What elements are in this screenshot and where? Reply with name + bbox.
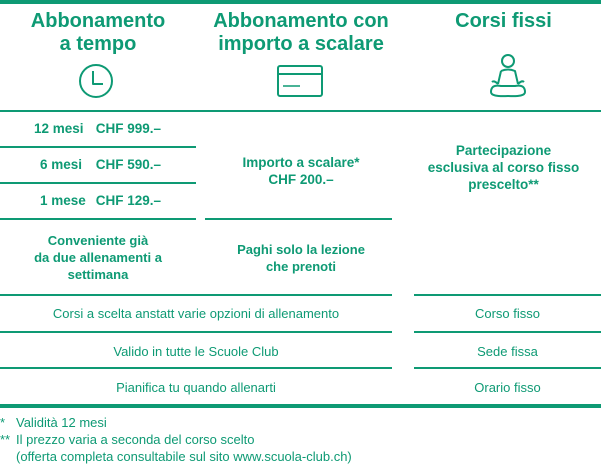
header-fixed-courses [406, 10, 601, 33]
debit-amount [203, 154, 399, 188]
row-divider-shared-2 [0, 331, 392, 333]
price-divider-3 [0, 218, 196, 220]
fixed-desc-line2: esclusiva al corso fisso [427, 160, 580, 175]
row-schedule-fixed: Orario fisso [474, 380, 541, 395]
debit-benefit-line1: Paghi solo la lezione [237, 242, 365, 257]
price-divider-2 [0, 182, 196, 184]
footnote-1-text: Validità 12 mesi [16, 415, 107, 430]
row-divider-shared-1 [0, 294, 392, 296]
meditation-icon [485, 52, 531, 100]
header-divider [0, 110, 601, 112]
price-row-6 [40, 157, 161, 172]
header-debit-line1: Abbonamento con [213, 10, 389, 32]
clock-icon [77, 62, 115, 100]
debit-amount-line1: Importo a scalare* [242, 155, 360, 170]
footnote-2 [0, 431, 254, 448]
fixed-desc-line1: Partecipazione [455, 143, 552, 158]
fixed-desc-line3: prescelto** [468, 177, 539, 192]
footnote-2-mark: ** [0, 432, 11, 447]
price-divider-1 [0, 146, 196, 148]
debit-amount-line2: CHF 200.– [268, 172, 334, 187]
bottom-border [0, 404, 601, 408]
debit-benefit [203, 241, 399, 275]
price-1: CHF 129.– [95, 193, 162, 208]
header-fixed-title: Corsi fissi [455, 10, 552, 32]
time-benefit-line1: Conveniente già [47, 233, 149, 248]
footnote-3 [0, 448, 352, 465]
row-location-shared: Valido in tutte le Scuole Club [113, 344, 279, 359]
footnote-2-text: Il prezzo varia a seconda del corso scelto [16, 432, 255, 447]
footnote-3-text: (offerta completa consultabile sul sito www.scuola-club.ch) [16, 449, 352, 464]
time-benefit-line2: da due allenamenti a [34, 250, 162, 265]
row-divider-fixed-2 [414, 331, 601, 333]
header-time-line2: a tempo [59, 33, 137, 55]
row-divider-fixed-3 [414, 367, 601, 369]
header-debit-line2: importo a scalare [218, 33, 384, 55]
fixed-description [406, 142, 601, 193]
debit-benefit-line2: che prenoti [265, 259, 337, 274]
price-12: CHF 999.– [95, 121, 162, 136]
price-row-12 [34, 121, 161, 136]
time-benefit [0, 232, 196, 283]
header-debit-subscription [203, 10, 399, 56]
row-schedule-shared: Pianifica tu quando allenarti [116, 380, 276, 395]
row-options-fixed: Corso fisso [474, 306, 541, 321]
row-location-fixed: Sede fissa [477, 344, 538, 359]
row-divider-fixed-1 [414, 294, 601, 296]
time-benefit-line3: settimana [67, 267, 129, 282]
price-row-1 [40, 193, 161, 208]
duration-6: 6 mesi [40, 157, 83, 172]
top-border [0, 0, 601, 4]
row-options-shared: Corsi a scelta anstatt varie opzioni di allenamento [52, 306, 340, 321]
duration-12: 12 mesi [34, 121, 84, 136]
header-time-subscription [0, 10, 196, 56]
row-divider-shared-3 [0, 367, 392, 369]
price-6: CHF 590.– [95, 157, 162, 172]
duration-1: 1 mese [40, 193, 86, 208]
footnote-1-mark: * [0, 415, 6, 430]
header-time-line1: Abbonamento [30, 10, 166, 32]
card-icon [276, 64, 324, 98]
footnote-1 [0, 414, 107, 431]
debit-divider [205, 218, 392, 220]
